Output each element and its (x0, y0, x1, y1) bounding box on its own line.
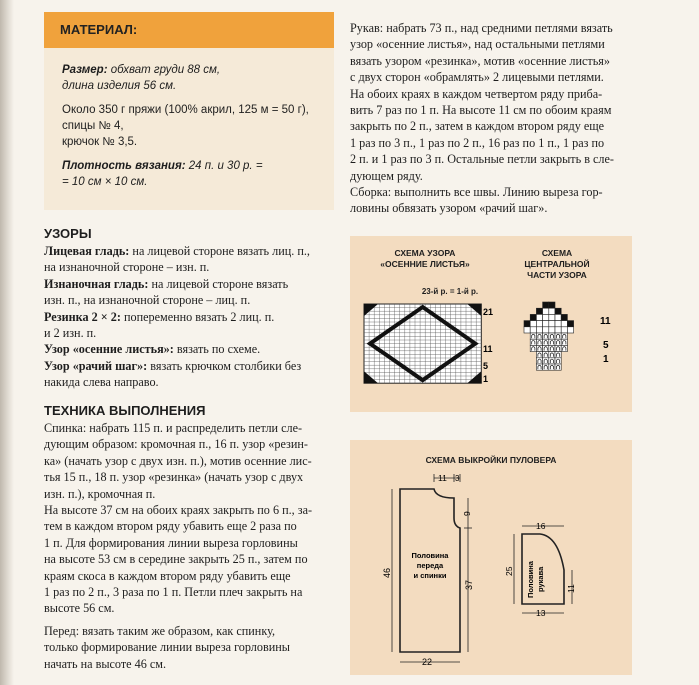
density-value: 24 п. и 30 р. = (188, 160, 263, 172)
leaf-chart-grid (364, 304, 481, 383)
hook-text: крючок № 3,5. (62, 136, 138, 148)
center-chart-cell (543, 327, 549, 333)
text-line: дующем ряду. (350, 168, 423, 183)
dim-label: 11 (566, 584, 576, 593)
chart1-row-label: 1 (483, 374, 489, 384)
sleeve-assembly-text (350, 20, 636, 217)
center-chart-cell (543, 302, 549, 308)
text-line: 2 п. и 1 раз по 3 п. Остальные петли закрыть в сле- (350, 152, 614, 167)
chart1-row-label: 11 (483, 344, 493, 354)
center-chart-cell (530, 321, 536, 327)
pattern-term: Узор «осенние листья»: (44, 342, 174, 357)
center-chart-cell (555, 327, 561, 333)
center-chart-cell (524, 327, 530, 333)
dim-label: 9 (462, 511, 472, 516)
size-value: обхват груди 88 см, (110, 64, 221, 76)
patterns-heading: УЗОРЫ (44, 226, 92, 241)
body-label: и спинки (413, 571, 447, 580)
center-chart-cell (549, 308, 555, 314)
pattern-term: Узор «рачий шаг»: (44, 358, 148, 373)
center-chart-cell (536, 308, 542, 314)
yarn-text: Около 350 г пряжи (100% акрил, 125 м = 50 г), (62, 104, 309, 116)
text-line: Спинка: набрать 115 п. и распределить петли сле- (44, 421, 303, 435)
chart2-title-line: СХЕМА (541, 248, 573, 258)
text-line: изн. п.), кромочная п. (44, 486, 156, 501)
text-line: начать на высоте 46 см. (44, 656, 167, 671)
center-chart-cell (536, 321, 542, 327)
text-line: 1 п. Для формирования линии выреза горловины (44, 535, 298, 550)
center-chart-cell (543, 314, 549, 320)
chart2-row-label: 1 (603, 354, 609, 365)
text-line: На высоте 37 см на обоих краях закрыть по 6 п., за- (44, 503, 313, 518)
chart1-title-line: СХЕМА УЗОРА (394, 248, 456, 258)
pattern-term: Резинка 2 × 2: (44, 309, 121, 324)
text-line: Рукав: набрать 73 п., над средними петлями вязать (350, 21, 613, 35)
sleeve-label: рукава (536, 566, 545, 592)
pattern-schema-drawing (350, 440, 632, 675)
center-chart-grid (524, 302, 574, 370)
center-chart-cell (567, 327, 573, 333)
technique-back (44, 420, 334, 672)
chart2-title-line: ЦЕНТРАЛЬНОЙ (524, 259, 590, 269)
text-line: ка» (начать узор с двух изн. п.), мотив осенние лис- (44, 453, 312, 468)
text-line: тья 15 п., 18 п. узор «резинка» (начать узор с двух (44, 470, 304, 485)
center-chart-cell (561, 321, 567, 327)
dim-label: 11 (438, 473, 447, 483)
center-chart-cell (561, 314, 567, 320)
density-label: Плотность вязания: (62, 160, 186, 172)
chart1-repeat-label: 23-й р. = 1-й р. (421, 287, 479, 296)
chart1-row-label: 21 (483, 307, 494, 317)
pattern-desc: попеременно вязать 2 лиц. п. (123, 309, 275, 324)
text-line: высоте 56 см. (44, 601, 115, 616)
density-value-2: = 10 см × 10 см. (62, 176, 148, 188)
text-line: Перед: вязать таким же образом, как спинку, (44, 623, 275, 638)
dim-label: 16 (536, 521, 546, 531)
body-label: переда (416, 561, 444, 570)
dim-label: 25 (504, 566, 514, 576)
center-chart-cell (530, 314, 536, 320)
pattern-term: Лицевая гладь: (44, 244, 130, 258)
dim-label: 46 (382, 567, 392, 578)
pattern-desc: изн. п., на изнаночной стороне – лиц. п. (44, 293, 251, 308)
material-body (62, 62, 327, 198)
pattern-desc: и 2 изн. п. (44, 326, 97, 341)
sleeve-label: Половина (526, 561, 535, 598)
center-chart-cell (567, 321, 573, 327)
text-line: вить 7 раз по 1 п. На высоте 11 см по обоим краям (350, 103, 612, 118)
text-line: 1 раз по 3 п., 1 раз по 2 п., 16 раз по 1 п., 1 раз по (350, 135, 605, 150)
pattern-desc: на лицевой стороне вязать (151, 276, 289, 291)
chart2-row-label: 11 (600, 316, 611, 327)
text-line: с двух сторон «обрамлять» 2 лицевыми петлями. (350, 70, 604, 85)
text-line: краям скоса в каждом втором ряду убавить еще (44, 568, 291, 583)
text-line: ловины обвязать узором «рачий шаг». (350, 201, 548, 216)
dim-label: 37 (464, 579, 474, 590)
chart1-row-label: 5 (483, 361, 489, 371)
center-chart-cell (555, 308, 561, 314)
pattern-desc: на лицевой стороне вязать лиц. п., (132, 244, 310, 258)
pattern-term: Изнаночная гладь: (44, 276, 149, 291)
center-chart-cell (549, 321, 555, 327)
pattern-desc: накида слева направо. (44, 375, 159, 390)
center-chart-cell (555, 314, 561, 320)
center-chart-cell (536, 327, 542, 333)
text-line: закрыть по 2 п., затем в каждом втором ряду еще (350, 119, 605, 134)
length-value: длина изделия 56 см. (62, 80, 177, 92)
pattern-desc: вязать крючком столбики без (150, 358, 302, 373)
pattern-desc: вязать по схеме. (176, 342, 261, 357)
patterns-list (44, 243, 334, 391)
center-chart-cell (549, 327, 555, 333)
center-chart-cell (543, 321, 549, 327)
schema-title: СХЕМА ВЫКРОЙКИ ПУЛОВЕРА (425, 455, 557, 465)
text-line: дующим образом: кромочная п., 16 п. узор «резин- (44, 437, 308, 452)
size-label: Размер: (62, 64, 108, 76)
text-line: На обоих краях в каждом четвертом ряду приба- (350, 86, 603, 101)
text-line: только формирование линии выреза горловины (44, 640, 290, 655)
center-chart-cell (536, 314, 542, 320)
chart2-title-line: ЧАСТИ УЗОРА (527, 270, 587, 280)
text-line: узор «осенние листья», над остальными петлями (350, 37, 605, 52)
center-chart-cell (543, 308, 549, 314)
center-chart-cell (549, 302, 555, 308)
body-label: Половина (411, 551, 449, 560)
material-header (44, 12, 334, 48)
book-spine-shadow (0, 0, 14, 685)
center-chart-cell (555, 321, 561, 327)
text-line: вязать узором «резинка», мотив «осенние листья» (350, 53, 610, 68)
needles-text: спицы № 4, (62, 120, 124, 132)
pattern-desc: на изнаночной стороне – изн. п. (44, 260, 210, 275)
material-title: МАТЕРИАЛ: (60, 22, 138, 37)
dim-label: 13 (536, 608, 546, 618)
center-chart-cell (530, 327, 536, 333)
chart1-title-line: «ОСЕННИЕ ЛИСТЬЯ» (380, 259, 470, 269)
dim-label: 3 (455, 474, 460, 483)
dim-label: 22 (422, 657, 433, 667)
text-line: тем в каждом втором ряду убавить еще 2 раза по (44, 519, 297, 534)
knitting-charts (350, 236, 632, 412)
text-line: на высоте 53 см в середине закрыть 25 п., затем по (44, 552, 308, 567)
center-chart-cell (561, 327, 567, 333)
technique-heading: ТЕХНИКА ВЫПОЛНЕНИЯ (44, 403, 206, 418)
text-line: Сборка: выполнить все швы. Линию выреза гор- (350, 185, 603, 200)
center-chart-cell (524, 321, 530, 327)
center-chart-cell (549, 314, 555, 320)
text-line: 1 раз по 2 п., 3 раза по 1 п. Петли плеч закрыть на (44, 585, 303, 600)
chart2-row-label: 5 (603, 340, 609, 351)
